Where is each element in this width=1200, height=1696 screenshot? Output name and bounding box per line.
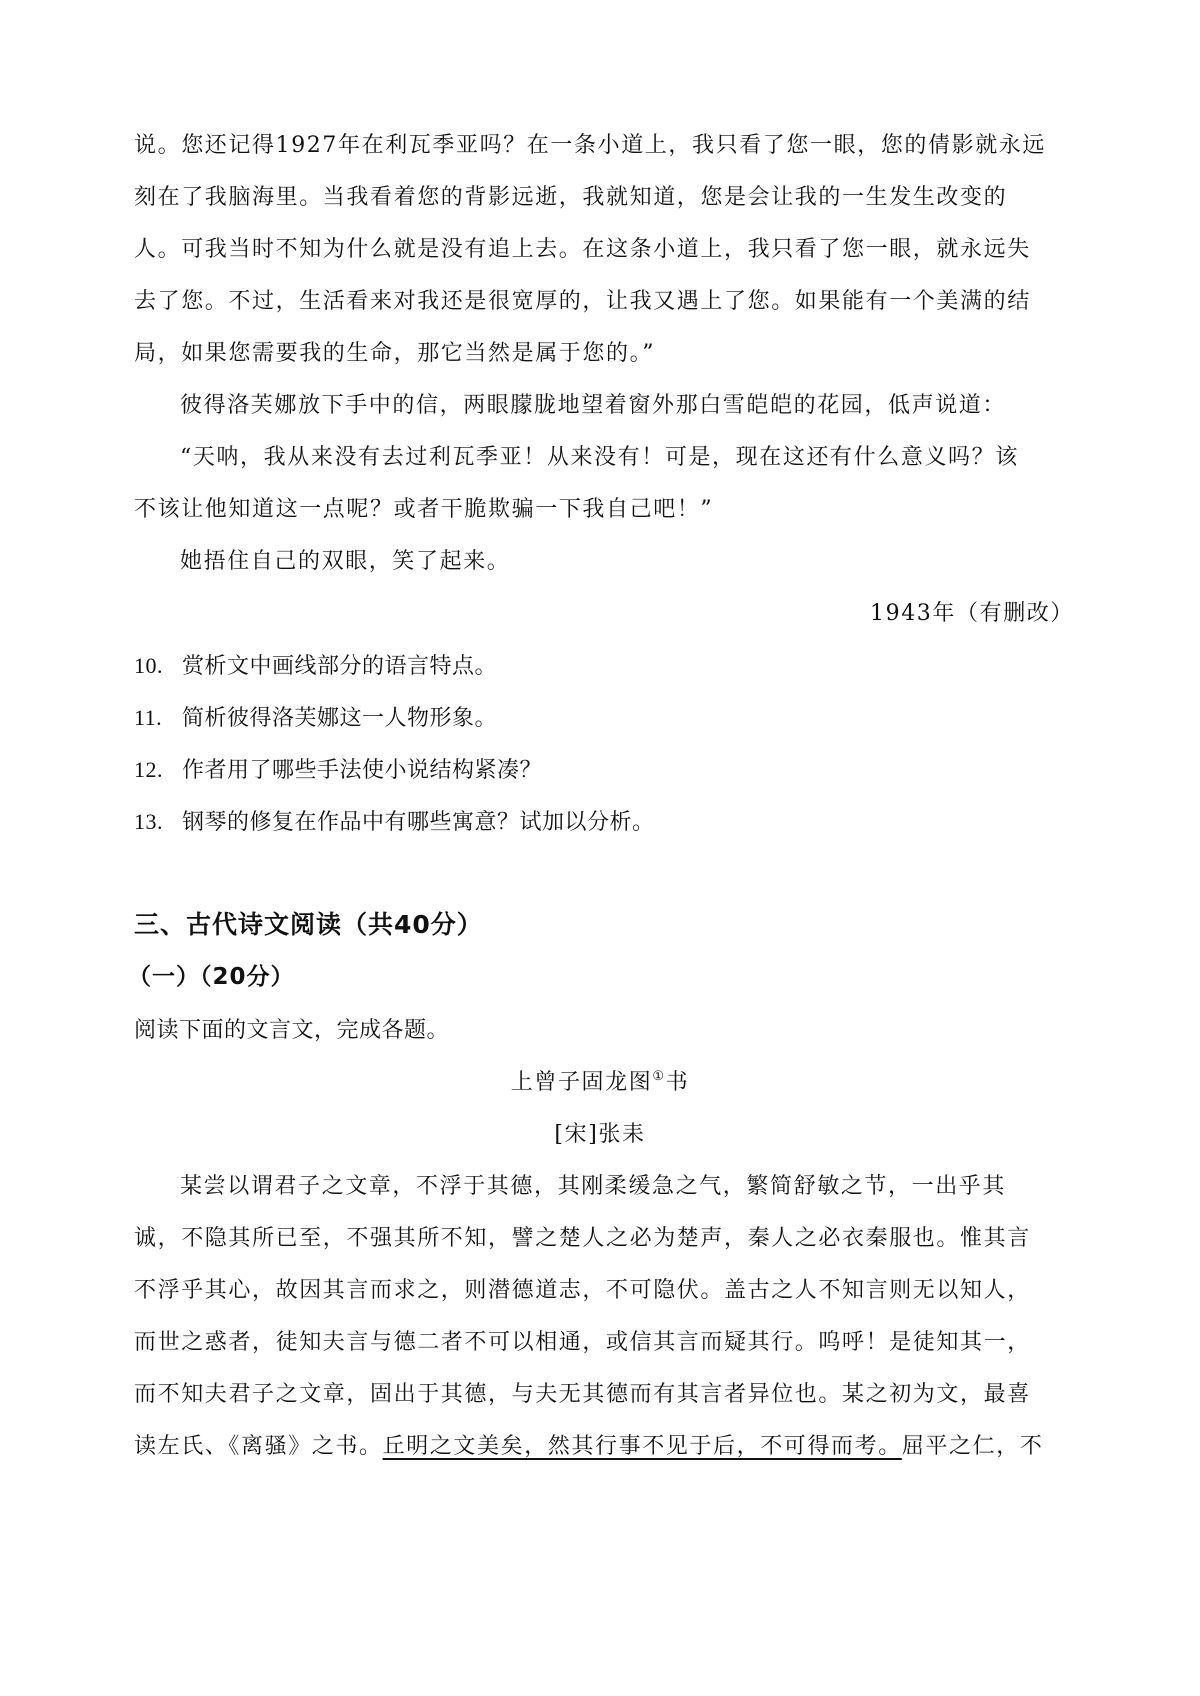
essay-title-end: 书 [665, 1070, 690, 1095]
question-text: 作者用了哪些手法使小说结构紧凑？ [182, 758, 543, 783]
essay-line-4: 而世之惑者，徒知夫言与德二者不可以相通，或信其言而疑其行。呜呼！是徒知其一， [134, 1330, 1031, 1355]
essay-line-6-start: 读左氏、《离骚》之书。 [134, 1434, 383, 1459]
story-paragraph-3-line-2: 不该让他知道这一点呢？或者干脆欺骗一下我自己吧！” [134, 497, 714, 522]
question-number: 12. [134, 757, 163, 782]
instruction: 阅读下面的文言文，完成各题。 [134, 1018, 450, 1043]
story-paragraph-3-line-1: “天呐，我从来没有去过利瓦季亚！从来没有！可是，现在这还有什么意义吗？该 [180, 445, 1019, 470]
question-number: 13. [134, 809, 163, 834]
section-title: 三、古代诗文阅读（共40分） [134, 910, 483, 939]
question-number: 10. [134, 653, 163, 678]
story-line-1: 说。您还记得1927年在利瓦季亚吗？在一条小道上，我只看了您一眼，您的倩影就永远 [134, 133, 1046, 158]
story-source: 1943年（有删改） [870, 601, 1074, 626]
question-12 [134, 755, 1074, 786]
footnote-marker: ① [652, 1069, 666, 1084]
essay-line-6 [134, 1432, 1074, 1462]
essay-line-3: 不浮乎其心，故因其言而求之，则潜德道志，不可隐伏。盖古之人不知言则无以知人， [134, 1278, 1031, 1303]
story-paragraph-4: 她捂住自己的双眼，笑了起来。 [180, 549, 511, 574]
essay-line-5: 而不知夫君子之文章，固出于其德，与夫无其德而有其言者异位也。某之初为文，最喜 [134, 1382, 1031, 1407]
essay-line-2: 诚，不隐其所已至，不强其所不知，譬之楚人之必为楚声，秦人之必衣秦服也。惟其言 [134, 1226, 1031, 1251]
story-line-4: 去了您。不过，生活看来对我还是很宽厚的，让我又遇上了您。如果能有一个美满的结 [134, 289, 1031, 314]
essay-line-1: 某尝以谓君子之文章，不浮于其德，其刚柔缓急之气，繁简舒敏之节，一出乎其 [180, 1174, 1007, 1199]
story-line-3: 人。可我当时不知为什么就是没有追上去。在这条小道上，我只看了您一眼，就永远失 [134, 237, 1031, 262]
question-text: 赏析文中画线部分的语言特点。 [182, 654, 498, 679]
question-number: 11. [134, 705, 163, 730]
subsection-title: （一）（20分） [128, 964, 295, 990]
question-10 [134, 651, 1074, 682]
essay-author: [宋]张耒 [554, 1122, 646, 1147]
question-text: 钢琴的修复在作品中有哪些寓意？试加以分析。 [182, 810, 655, 835]
story-line-5: 局，如果您需要我的生命，那它当然是属于您的。” [134, 341, 656, 366]
story-line-2: 刻在了我脑海里。当我看着您的背影远逝，我就知道，您是会让我的一生发生改变的 [134, 185, 1008, 210]
essay-title-text: 上曾子固龙图 [510, 1070, 653, 1095]
underlined-sentence: 丘明之文美矣，然其行事不见于后，不可得而考。 [382, 1434, 902, 1459]
question-11 [134, 703, 1074, 734]
question-13 [134, 807, 1074, 838]
essay-line-6-end: 屈平之仁，不 [901, 1434, 1044, 1459]
essay-title [0, 1068, 1200, 1098]
story-paragraph-2: 彼得洛芙娜放下手中的信，两眼朦胧地望着窗外那白雪皑皑的花园，低声说道： [180, 393, 1007, 418]
question-text: 简析彼得洛芙娜这一人物形象。 [182, 706, 498, 731]
